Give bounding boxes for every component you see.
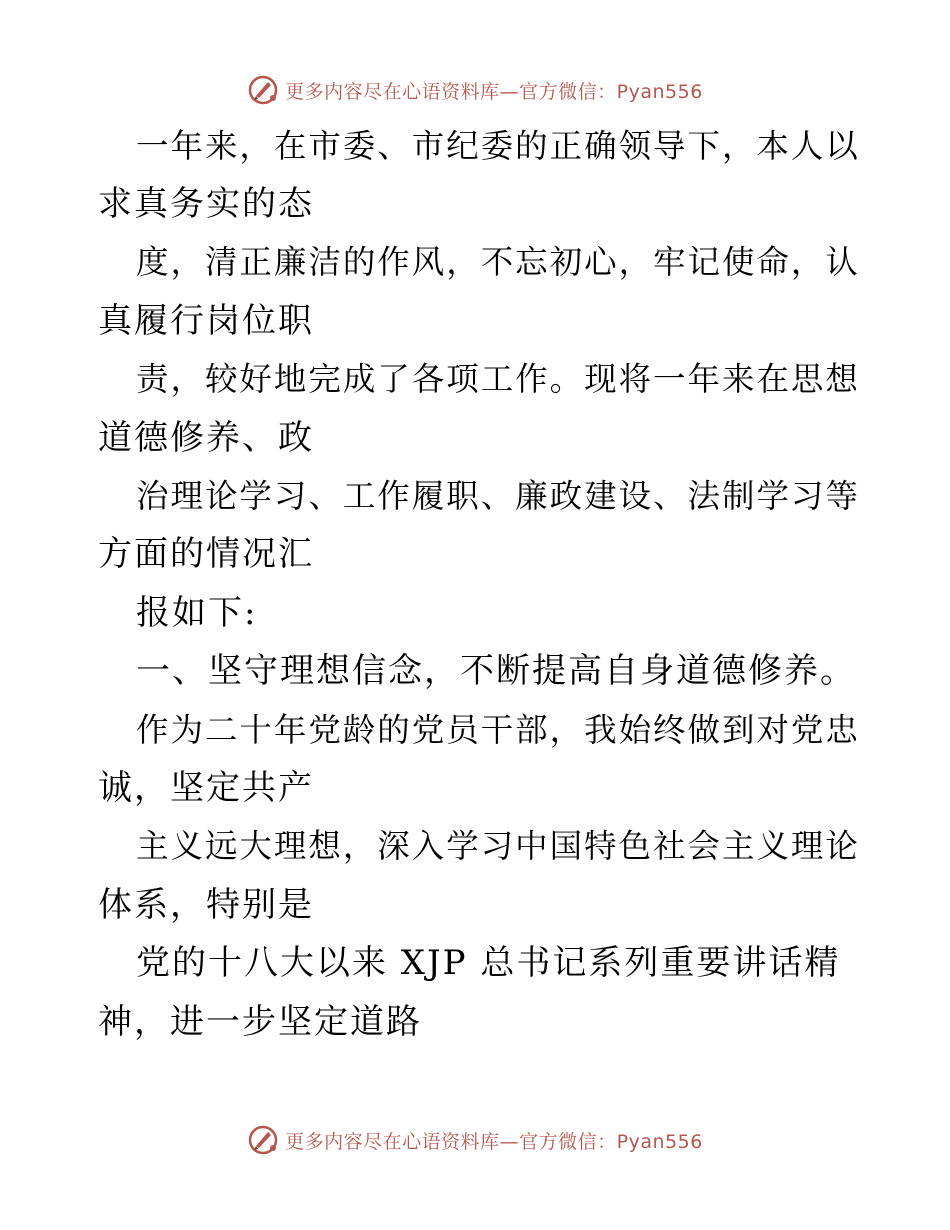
paragraph-line: 神，进一步坚定道路	[98, 1002, 422, 1042]
paragraph-line: 一年来，在市委、市纪委的正确领导下，本人以	[136, 127, 860, 165]
paragraph-line: 真履行岗位职	[98, 301, 314, 341]
paragraph-line: 道德修养、政	[98, 418, 314, 458]
paragraph-line: 诚，坚定共产	[98, 768, 314, 808]
paragraph-line: 党的十八大以来 XJP 总书记系列重要讲话精	[136, 943, 841, 983]
header-banner	[0, 72, 950, 108]
footer-banner	[0, 1122, 950, 1158]
pen-quill-icon	[247, 74, 279, 106]
paragraph-line: 求真务实的态	[98, 184, 314, 224]
paragraph-line: 方面的情况汇	[98, 534, 314, 574]
paragraph-line: 度，清正廉洁的作风，不忘初心，牢记使命，认	[136, 243, 860, 281]
paragraph-line: 作为二十年党龄的党员干部，我始终做到对党忠	[136, 711, 860, 749]
section-heading: 一、坚守理想信念，不断提高自身道德修养。	[136, 651, 856, 691]
paragraph-line: 体系，特别是	[98, 885, 314, 925]
paragraph-line: 主义远大理想，深入学习中国特色社会主义理论	[136, 827, 860, 865]
footer-banner-text: 更多内容尽在心语资料库—官方微信：Pyan556	[285, 1130, 703, 1153]
paragraph-line: 报如下:	[136, 593, 258, 633]
paragraph-line: 责，较好地完成了各项工作。现将一年来在思想	[136, 360, 860, 398]
header-banner-text: 更多内容尽在心语资料库—官方微信：Pyan556	[285, 80, 703, 103]
paragraph-line: 治理论学习、工作履职、廉政建设、法制学习等	[136, 477, 860, 515]
pen-quill-icon	[247, 1124, 279, 1156]
